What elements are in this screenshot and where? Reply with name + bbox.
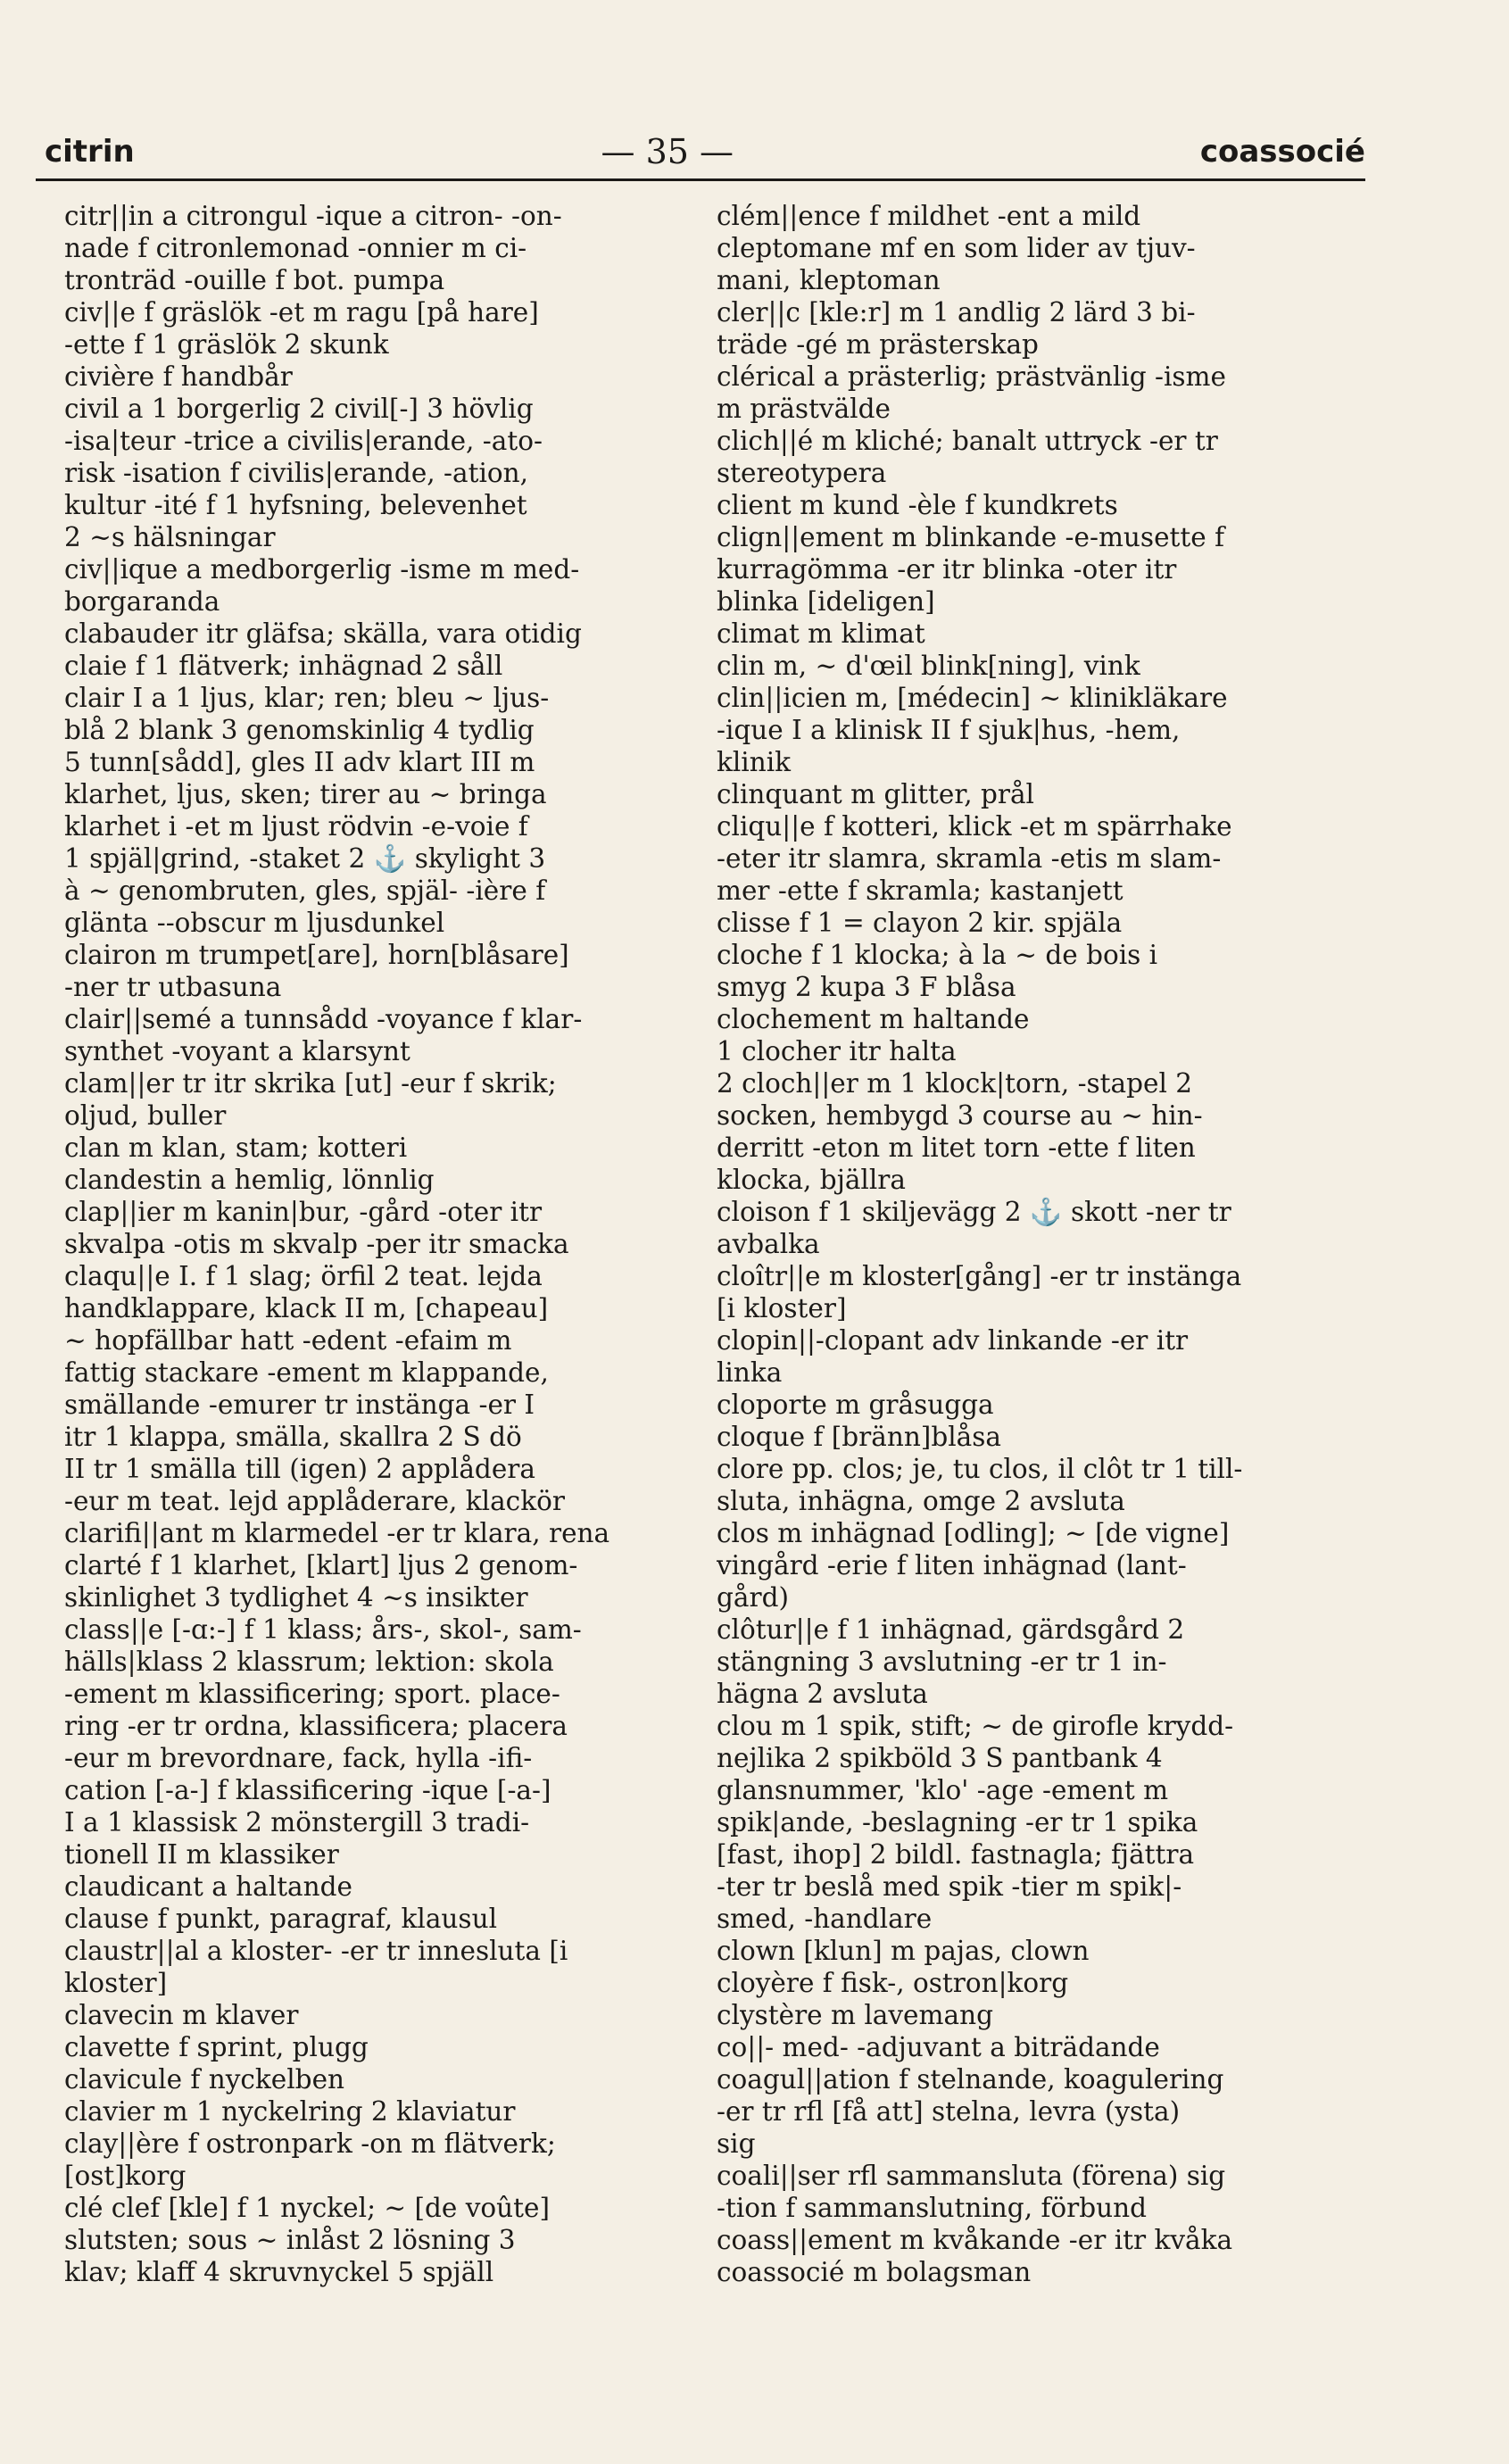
text-line: clavecin m klaver: [64, 2000, 299, 2030]
text-line: socken, hembygd 3 course au ~ hin-: [717, 1100, 1203, 1131]
text-line: -ette f 1 gräslök 2 skunk: [64, 329, 389, 360]
text-line: vingård -erie f liten inhägnad (lant-: [717, 1550, 1187, 1580]
text-line: clair I a 1 ljus, klar; ren; bleu ~ ljus-: [64, 683, 550, 713]
text-line: cleptomane mf en som lider av tjuv-: [717, 233, 1196, 263]
text-line: clavette f sprint, plugg: [64, 2032, 369, 2062]
text-line: blå 2 blank 3 genomskinlig 4 tydlig: [64, 715, 535, 745]
text-line: cloque f [bränn]blåsa: [717, 1422, 1001, 1452]
text-line: clan m klan, stam; kotteri: [64, 1132, 408, 1163]
text-line: oljud, buller: [64, 1100, 227, 1131]
left-guide-word: citrin: [45, 134, 135, 170]
text-line: skvalpa -otis m skvalp -per itr smacka: [64, 1229, 569, 1259]
text-line: borgaranda: [64, 586, 220, 617]
text-line: mani, kleptoman: [717, 265, 941, 295]
text-line: hägna 2 avsluta: [717, 1679, 928, 1709]
text-line: clopin||-clopant adv linkande -er itr: [717, 1325, 1189, 1356]
text-line: clos m inhägnad [odling]; ~ [de vigne]: [717, 1518, 1230, 1548]
text-line: -isa|teur -trice a civilis|erande, -ato-: [64, 426, 543, 456]
text-line: clavier m 1 nyckelring 2 klaviatur: [64, 2096, 516, 2127]
text-line: slutsten; sous ~ inlåst 2 lösning 3: [64, 2225, 516, 2255]
text-line: clisse f 1 = clayon 2 kir. spjäla: [717, 908, 1123, 938]
text-line: blinka [ideligen]: [717, 586, 935, 617]
text-line: clore pp. clos; je, tu clos, il clôt tr 1 till-: [717, 1454, 1243, 1484]
text-line: tionell II m klassiker: [64, 1839, 339, 1870]
text-line: glänta --obscur m ljusdunkel: [64, 908, 445, 938]
text-line: -ique I a klinisk II f sjuk|hus, -hem,: [717, 715, 1181, 745]
text-line: -eur m brevordnare, fack, hylla -ifi-: [64, 1743, 533, 1773]
text-line: clarté f 1 klarhet, [klart] ljus 2 genom-: [64, 1550, 578, 1580]
text-line: claustr||al a kloster- -er tr innesluta [i: [64, 1936, 568, 1966]
text-line: clém||ence f mildhet -ent a mild: [717, 201, 1141, 231]
text-line: [ost]korg: [64, 2161, 187, 2191]
text-line: 1 spjäl|grind, -staket 2 ⚓ skylight 3: [64, 843, 546, 874]
text-line: cloîtr||e m kloster[gång] -er tr instänga: [717, 1261, 1242, 1291]
text-line: träde -gé m prästerskap: [717, 329, 1039, 360]
text-line: m prästvälde: [717, 394, 891, 424]
text-line: risk -isation f civilis|erande, -ation,: [64, 458, 529, 488]
text-line: coali||ser rfl sammansluta (förena) sig: [717, 2161, 1226, 2191]
text-line: clinquant m glitter, prål: [717, 779, 1034, 809]
left-column: [64, 200, 693, 2288]
text-line: 2 cloch||er m 1 klock|torn, -stapel 2: [717, 1068, 1193, 1099]
text-line: spik|ande, -beslagning -er tr 1 spika: [717, 1807, 1198, 1838]
text-line: coassocié m bolagsman: [717, 2257, 1032, 2287]
text-line: claqu||e I. f 1 slag; örfil 2 teat. lejda: [64, 1261, 543, 1291]
text-line: kurragömma -er itr blinka -oter itr: [717, 554, 1177, 585]
text-line: clarifi||ant m klarmedel -er tr klara, rena: [64, 1518, 610, 1548]
text-line: smällande -emurer tr instänga -er I: [64, 1390, 535, 1420]
text-line: claie f 1 flätverk; inhägnad 2 såll: [64, 651, 503, 681]
text-line: synthet -voyant a klarsynt: [64, 1036, 410, 1066]
text-line: clabauder itr gläfsa; skälla, vara otidig: [64, 618, 582, 649]
text-line: klarhet i -et m ljust rödvin -e-voie f: [64, 811, 528, 842]
text-line: klinik: [717, 747, 792, 777]
text-line: climat m klimat: [717, 618, 925, 649]
text-line: mer -ette f skramla; kastanjett: [717, 875, 1123, 906]
text-line: derritt -eton m litet torn -ette f liten: [717, 1132, 1196, 1163]
text-line: [i kloster]: [717, 1293, 847, 1323]
text-line: co||- med- -adjuvant a biträdande: [717, 2032, 1160, 2062]
text-line: clôtur||e f 1 inhägnad, gärdsgård 2: [717, 1614, 1185, 1645]
text-line: citr||in a citrongul -ique a citron- -on-: [64, 201, 562, 231]
text-line: nejlika 2 spikböld 3 S pantbank 4: [717, 1743, 1163, 1773]
text-line: clich||é m kliché; banalt uttryck -er tr: [717, 426, 1218, 456]
text-line: clou m 1 spik, stift; ~ de girofle krydd-: [717, 1711, 1234, 1741]
text-line: stängning 3 avslutning -er tr 1 in-: [717, 1647, 1167, 1677]
text-line: civ||ique a medborgerlig -isme m med-: [64, 554, 580, 585]
text-line: 1 clocher itr halta: [717, 1036, 957, 1066]
text-line: klocka, bjällra: [717, 1165, 906, 1195]
text-line: -ner tr utbasuna: [64, 972, 282, 1002]
text-line: coass||ement m kvåkande -er itr kvåka: [717, 2225, 1233, 2255]
text-line: claudicant a haltande: [64, 1871, 352, 1902]
text-line: -eter itr slamra, skramla -etis m slam-: [717, 843, 1222, 874]
text-line: -ement m klassificering; sport. place-: [64, 1679, 560, 1709]
text-line: skinlighet 3 tydlighet 4 ~s insikter: [64, 1582, 528, 1613]
text-line: kloster]: [64, 1968, 168, 1998]
text-line: hälls|klass 2 klassrum; lektion: skola: [64, 1647, 554, 1677]
text-line: clin||icien m, [médecin] ~ klinikläkare: [717, 683, 1228, 713]
text-line: clérical a prästerlig; prästvänlig -isme: [717, 361, 1226, 392]
text-line: -tion f sammanslutning, förbund: [717, 2193, 1147, 2223]
text-line: -ter tr beslå med spik -tier m spik|-: [717, 1871, 1182, 1902]
text-line: 2 ~s hälsningar: [64, 522, 276, 552]
text-line: stereotypera: [717, 458, 887, 488]
page-header: [45, 129, 1365, 174]
header-rule: [36, 178, 1365, 181]
text-line: smed, -handlare: [717, 1904, 933, 1934]
text-line: cation [-a-] f klassificering -ique [-a-]: [64, 1775, 551, 1805]
text-line: fattig stackare -ement m klappande,: [64, 1357, 549, 1388]
text-line: klav; klaff 4 skruvnyckel 5 spjäll: [64, 2257, 494, 2287]
text-line: nade f citronlemonad -onnier m ci-: [64, 233, 527, 263]
text-line: clystère m lavemang: [717, 2000, 993, 2030]
text-line: -er tr rfl [få att] stelna, levra (ysta): [717, 2096, 1181, 2127]
text-line: klarhet, ljus, sken; tirer au ~ bringa: [64, 779, 547, 809]
text-line: clign||ement m blinkande -e-musette f: [717, 522, 1224, 552]
page-number: — 35 —: [601, 132, 734, 171]
text-line: clause f punkt, paragraf, klausul: [64, 1904, 498, 1934]
text-line: clap||ier m kanin|bur, -gård -oter itr: [64, 1197, 543, 1227]
text-line: avbalka: [717, 1229, 820, 1259]
text-line: gård): [717, 1582, 789, 1613]
text-line: cloche f 1 klocka; à la ~ de bois i: [717, 940, 1158, 970]
text-line: I a 1 klassisk 2 mönstergill 3 tradi-: [64, 1807, 530, 1838]
text-line: clay||ère f ostronpark -on m flätverk;: [64, 2128, 556, 2159]
text-line: linka: [717, 1357, 783, 1388]
text-line: itr 1 klappa, smälla, skallra 2 S dö: [64, 1422, 522, 1452]
text-line: glansnummer, 'klo' -age -ement m: [717, 1775, 1169, 1805]
text-line: civil a 1 borgerlig 2 civil[-] 3 hövlig: [64, 394, 534, 424]
text-line: civière f handbår: [64, 361, 293, 392]
right-guide-word: coassocié: [1199, 134, 1365, 170]
text-line: clin m, ~ d'œil blink[ning], vink: [717, 651, 1140, 681]
text-line: clandestin a hemlig, lönnlig: [64, 1165, 435, 1195]
right-column: [717, 200, 1346, 2288]
text-line: [fast, ihop] 2 bildl. fastnagla; fjättra: [717, 1839, 1195, 1870]
text-line: cloyère f fisk-, ostron|korg: [717, 1968, 1069, 1998]
text-line: tronträd -ouille f bot. pumpa: [64, 265, 445, 295]
text-line: clown [klun] m pajas, clown: [717, 1936, 1090, 1966]
text-line: -eur m teat. lejd applåderare, klackör: [64, 1486, 565, 1516]
text-line: sluta, inhägna, omge 2 avsluta: [717, 1486, 1125, 1516]
text-line: cliqu||e f kotteri, klick -et m spärrhake: [717, 811, 1232, 842]
text-line: cler||c [kle:r] m 1 andlig 2 lärd 3 bi-: [717, 297, 1196, 328]
text-line: coagul||ation f stelnande, koagulering: [717, 2064, 1224, 2095]
text-line: ~ hopfällbar hatt -edent -efaim m: [64, 1325, 512, 1356]
text-line: cloporte m gråsugga: [717, 1390, 994, 1420]
text-line: client m kund -èle f kundkrets: [717, 490, 1118, 520]
text-line: sig: [717, 2128, 756, 2159]
text-line: smyg 2 kupa 3 F blåsa: [717, 972, 1016, 1002]
text-line: civ||e f gräslök -et m ragu [på hare]: [64, 297, 539, 328]
text-line: ring -er tr ordna, klassificera; placera: [64, 1711, 568, 1741]
text-line: handklappare, klack II m, [chapeau]: [64, 1293, 549, 1323]
text-line: II tr 1 smälla till (igen) 2 applådera: [64, 1454, 535, 1484]
text-line: 5 tunn[sådd], gles II adv klart III m: [64, 747, 535, 777]
text-line: clavicule f nyckelben: [64, 2064, 345, 2095]
text-line: clé clef [kle] f 1 nyckel; ~ [de voûte]: [64, 2193, 550, 2223]
text-line: cloison f 1 skiljevägg 2 ⚓ skott -ner tr: [717, 1197, 1231, 1227]
text-line: kultur -ité f 1 hyfsning, belevenhet: [64, 490, 527, 520]
text-line: clairon m trumpet[are], horn[blåsare]: [64, 940, 569, 970]
text-line: clochement m haltande: [717, 1004, 1030, 1034]
text-line: clair||semé a tunnsådd -voyance f klar-: [64, 1004, 583, 1034]
text-line: à ~ genombruten, gles, spjäl- -ière f: [64, 875, 546, 906]
text-line: class||e [-ɑ:-] f 1 klass; års-, skol-, sam-: [64, 1614, 582, 1645]
text-line: clam||er tr itr skrika [ut] -eur f skrik;: [64, 1068, 557, 1099]
